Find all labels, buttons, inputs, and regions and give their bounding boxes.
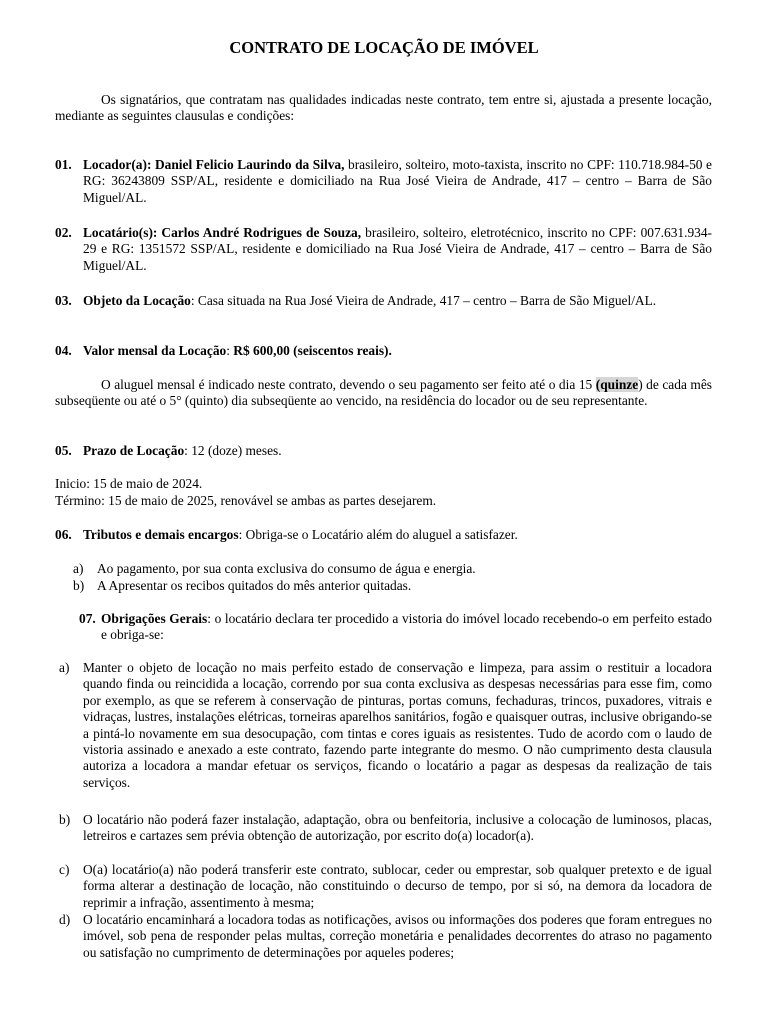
clause-04-number: 04.: [55, 343, 72, 358]
clause-02-number: 02.: [55, 225, 72, 240]
clause-04-sep: :: [226, 343, 234, 358]
clause-07-item-d-text: O locatário encaminhará a locadora todas as notificações, avisos ou informações dos poderes que foram entregues no imóvel, sob pena de responder pelas multas, correção monetária e penalidades decorrentes do atraso no pagamento ou satisfação no cumprimento de determinações por aqueles poderes;: [83, 912, 712, 960]
clause-06: [83, 527, 712, 543]
clause-07-item-d: [83, 912, 712, 961]
clause-03-number: 03.: [55, 293, 72, 308]
clause-07-item-b-mark: b): [59, 812, 71, 827]
clause-07: [101, 611, 712, 644]
clause-06-item-b-mark: b): [73, 578, 85, 593]
clause-05-label: Prazo de Locação: [83, 443, 185, 458]
clause-07-item-c-text: O(a) locatário(a) não poderá transferir este contrato, sublocar, ceder ou emprestar, sob qualquer pretexto e de igual forma alterar a destinação de locação, não constituindo o decurso de tempo, por si só, na demora da locadora de reprimir a infração, assentimento à mesma;: [83, 862, 712, 910]
clause-03-text: : Casa situada na Rua José Vieira de Andrade, 417 – centro – Barra de São Miguel/AL.: [190, 293, 657, 308]
clause-07-item-d-mark: d): [59, 912, 71, 927]
clause-01-text: brasileiro, solteiro, moto-taxista, inscrito no CPF: 110.718.984-50 e RG: 36243809 SSP/AL, residente e domiciliado na Rua José Vieira de Andrade, 417 – centro – Barra de São Miguel/AL.: [83, 157, 712, 205]
clause-06-item-b: A Apresentar os recibos quitados do mês anterior quitadas.: [97, 578, 412, 593]
clause-07-item-c-mark: c): [59, 862, 70, 877]
clause-05-number: 05.: [55, 443, 72, 458]
clause-06-item-a: Ao pagamento, por sua conta exclusiva do consumo de água e energia.: [97, 561, 476, 576]
rent-paragraph: [55, 377, 712, 410]
clause-07-item-b-text: O locatário não poderá fazer instalação, adaptação, obra ou benfeitoria, inclusive a colocação de luminosos, placas, letreiros e cartazes sem prévia obtenção de autorização, por escrito do(a) locador(a).: [83, 812, 712, 844]
clause-07-text: : o locatário declara ter procedido a vistoria do imóvel locado recebendo-o em perfeito estado e obriga-se:: [101, 611, 712, 643]
intro-text: Os signatários, que contratam nas qualidades indicadas neste contrato, tem entre si, ajustada a presente locação, mediante as seguintes clausulas e condições:: [55, 92, 712, 124]
clause-05: [83, 443, 712, 459]
rent-paragraph-text-a: O aluguel mensal é indicado neste contrato, devendo o seu pagamento ser feito até o dia 15: [101, 377, 596, 392]
clause-02-text: brasileiro, solteiro, eletrotécnico, inscrito no CPF: 007.631.934-29 e RG: 1351572 SSP/AL, residente e domiciliado na Rua José Vieira de Andrade, 417 – centro – Barra de São Miguel/AL.: [83, 225, 712, 273]
clause-01-label: Locador(a): Daniel Felicio Laurindo da Silva,: [83, 157, 345, 172]
clause-07-label: Obrigações Gerais: [101, 611, 208, 626]
clause-05-text: : 12 (doze) meses.: [184, 443, 282, 458]
clause-07-item-a-text: Manter o objeto de locação no mais perfeito estado de conservação e limpeza, para assim o restituir a locadora quando finda ou reincidida a locação, correndo por sua conta exclusiva as despesas necessárias para esse fim, como por exemplo, as que se referem à conservação de pinturas, portas comuns, fechaduras, trincos, puxadores, vitrais e vidraças, lustres, instalações elétricas, torneiras aparelhos sanitários, fogão e quaisquer outras, inclusive obrigando-se a pintá-lo novamente em sua desocupação, com tintas e cores iguais as resistentes. Tudo de acordo com o laudo de vistoria assinado e anexado a este contrato, fazendo parte integrante do mesmo. O não cumprimento desta clausula autoriza a locadora a mandar efetuar os serviços, ficando o locatário a pagar as despesas da realização de tais serviços.: [83, 660, 712, 790]
clause-07-item-c: [83, 862, 712, 911]
clause-02: [83, 225, 712, 274]
rent-value: R$ 600,00 (seiscentos reais).: [233, 343, 392, 358]
clause-06-number: 06.: [55, 527, 72, 542]
intro-paragraph: [55, 92, 712, 125]
highlighted-term: (quinze: [595, 377, 639, 392]
clause-07-item-a-mark: a): [59, 660, 70, 675]
start-date: Inicio: 15 de maio de 2024.: [55, 476, 203, 491]
clause-06-label: Tributos e demais encargos: [83, 527, 239, 542]
clause-03: [83, 293, 712, 309]
clause-06-item-a-mark: a): [73, 561, 84, 576]
clause-01: [83, 157, 712, 206]
clause-04-label: Valor mensal da Locação: [83, 343, 227, 358]
clause-04: [83, 343, 712, 359]
document-title: CONTRATO DE LOCAÇÃO DE IMÓVEL: [229, 38, 539, 57]
end-date: Término: 15 de maio de 2025, renovável se ambas as partes desejarem.: [55, 493, 437, 508]
clause-06-text: : Obriga-se o Locatário além do aluguel a satisfazer.: [238, 527, 518, 542]
clause-07-item-b: [83, 812, 712, 845]
clause-07-number: 07.: [79, 611, 96, 626]
rent-paragraph-text-b: ) de cada mês subseqüente ou até o 5° (quinto) dia subseqüente ao vencido, na residência do locador ou de seu representante.: [55, 377, 712, 409]
clause-07-item-a: [83, 660, 712, 791]
clause-02-label: Locatário(s): Carlos André Rodrigues de Souza,: [83, 225, 362, 240]
clause-03-label: Objeto da Locação: [83, 293, 191, 308]
clause-01-number: 01.: [55, 157, 72, 172]
